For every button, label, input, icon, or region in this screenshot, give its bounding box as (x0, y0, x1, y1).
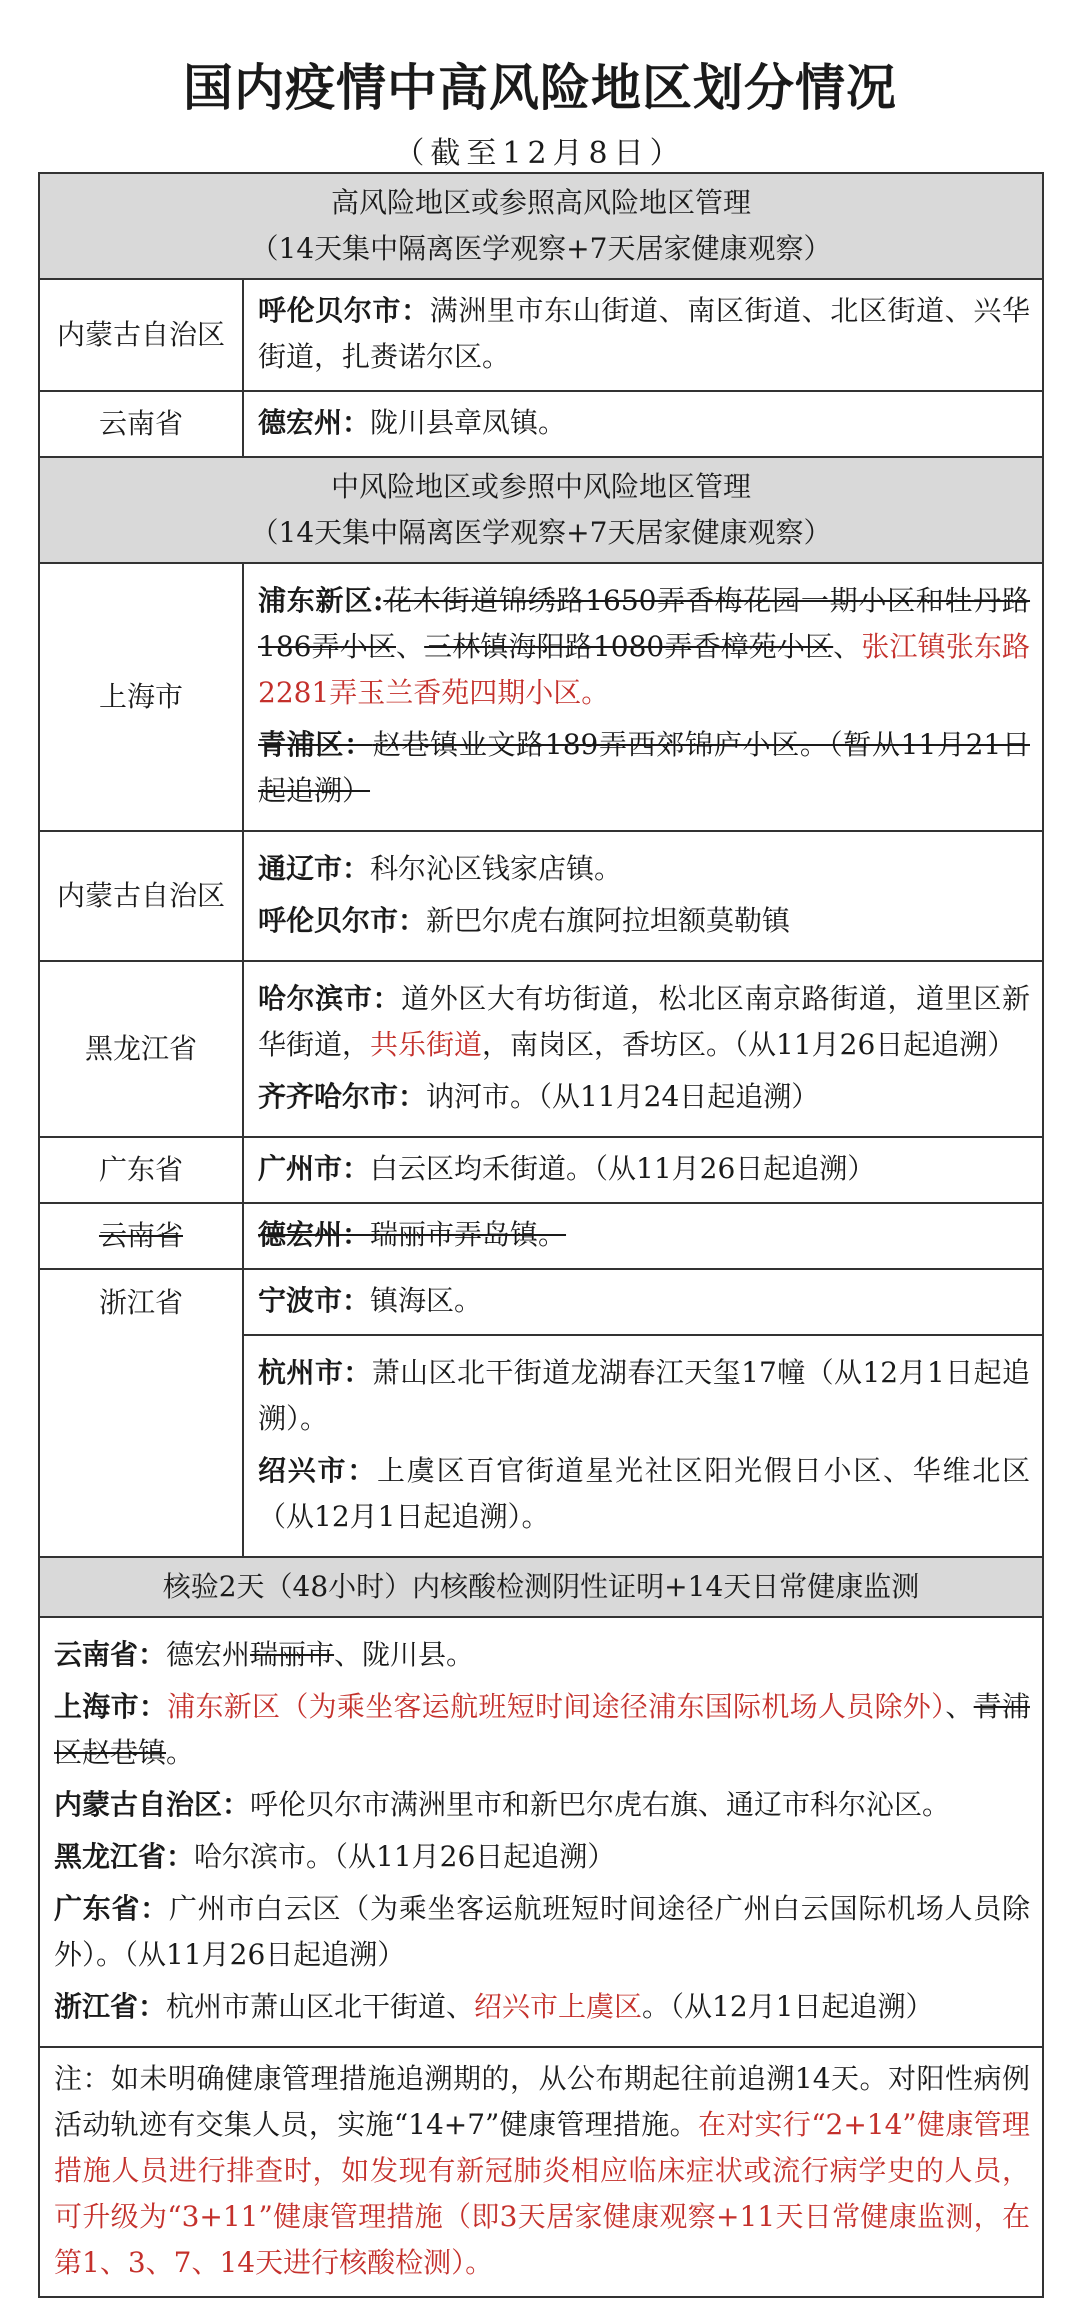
city-label: 浦东新区: (258, 584, 384, 617)
high-risk-header-title: 高风险地区或参照高风险地区管理 (331, 186, 752, 219)
city-label: 绍兴市： (258, 1454, 378, 1487)
area-text: 镇海区。 (370, 1284, 483, 1317)
province-label: 浙江省： (54, 1990, 167, 2023)
area-text: 杭州市萧山区北干街道、 (166, 1990, 475, 2023)
area-text: 、陇川县。 (334, 1638, 475, 1671)
region-cell: 内蒙古自治区 (39, 831, 243, 961)
separator-text: 。 (166, 1736, 195, 1769)
area-cell (243, 1137, 1043, 1203)
area-cell (243, 563, 1043, 831)
province-label: 黑龙江省： (54, 1840, 195, 1873)
removed-area-text: 瑞丽市弄岛镇。 (370, 1218, 567, 1251)
city-label: 哈尔滨市： (258, 982, 402, 1015)
city-label: 宁波市： (258, 1284, 371, 1317)
risk-area-table (38, 172, 1044, 2298)
table-row (39, 1137, 1043, 1203)
city-label: 杭州市： (258, 1356, 372, 1389)
table-row (39, 961, 1043, 1137)
area-cell (243, 831, 1043, 961)
removed-area-text: 瑞丽市 (250, 1638, 335, 1671)
test-areas-row (39, 1617, 1043, 2047)
high-risk-header-row (39, 173, 1043, 279)
new-area-text: 浦东新区（为乘坐客运航班短时间途径浦东国际机场人员除外） (167, 1690, 946, 1723)
city-label: 齐齐哈尔市： (258, 1080, 427, 1113)
province-label: 广东省： (54, 1892, 169, 1925)
area-cell (243, 1269, 1043, 1335)
area-cell (243, 1203, 1043, 1269)
city-label: 德宏州： (258, 1218, 371, 1251)
medium-risk-header-note: （14天集中隔离医学观察+7天居家健康观察） (250, 516, 832, 549)
area-text: 科尔沁区钱家店镇。 (370, 852, 623, 885)
region-cell: 上海市 (39, 563, 243, 831)
area-text: 新巴尔虎右旗阿拉坦额莫勒镇 (426, 904, 791, 937)
removed-area-text: 赵巷镇业文路189弄西郊锦庐小区。（暂从11月21日起追溯） (258, 728, 1030, 807)
new-area-text: 绍兴市上虞区 (474, 1990, 643, 2023)
test-requirement-header: 核验2天（48小时）内核酸检测阴性证明+14天日常健康监测 (39, 1557, 1043, 1617)
area-text: 白云区均禾街道。（从11月26日起追溯） (370, 1152, 876, 1185)
area-text: 哈尔滨市。（从11月26日起追溯） (194, 1840, 616, 1873)
area-text: 呼伦贝尔市满洲里市和新巴尔虎右旗、通辽市科尔沁区。 (250, 1788, 951, 1821)
city-label: 广州市： (258, 1152, 371, 1185)
medium-risk-header-title: 中风险地区或参照中风险地区管理 (331, 470, 752, 503)
area-paragraph (258, 898, 1030, 944)
area-text: 。（从12月1日起追溯） (642, 1990, 934, 2023)
removed-area-text: 青浦区赵巷镇 (54, 1690, 1030, 1769)
region-cell: 广东省 (39, 1137, 243, 1203)
table-row (39, 563, 1043, 831)
area-paragraph (258, 578, 1030, 716)
high-risk-header-note: （14天集中隔离医学观察+7天居家健康观察） (250, 232, 832, 265)
removed-area-text: 花木街道锦绣路1650弄香梅花园一期小区和牡丹路186弄小区 (258, 584, 1031, 663)
separator-text: 、 (396, 630, 425, 663)
separator-text: 、 (945, 1690, 974, 1723)
area-paragraph (258, 976, 1030, 1068)
table-row (39, 391, 1043, 457)
new-area-text: 共乐街道 (370, 1028, 483, 1061)
separator-text: 、 (833, 630, 862, 663)
region-cell: 云南省 (39, 1203, 243, 1269)
test-header-row (39, 1557, 1043, 1617)
province-label: 内蒙古自治区： (54, 1788, 251, 1821)
city-label: 呼伦贝尔市： (258, 294, 430, 327)
area-paragraph (258, 1448, 1030, 1540)
test-area-paragraph (54, 1782, 1030, 1828)
area-text: 上虞区百官街道星光社区阳光假日小区、华维北区（从12月1日起追溯）。 (258, 1454, 1030, 1533)
city-label: 青浦区： (258, 728, 373, 761)
region-cell: 黑龙江省 (39, 961, 243, 1137)
removed-area-text: 三林镇海阳路1080弄香樟苑小区 (424, 630, 834, 663)
test-area-paragraph (54, 1834, 1030, 1880)
note-highlight-text: 在对实行“2+14”健康管理措施人员进行排查时，如发现有新冠肺炎相应临床症状或流行病学史的人员，可升级为“3+11”健康管理措施（即3天居家健康观察+11天日常健康监测，在第1、3、7、14天进行核酸检测）。 (54, 2108, 1031, 2279)
province-label: 上海市： (54, 1690, 168, 1723)
area-text: 道外区大有坊街道，松北区南京路街道，道里区新华街道， (258, 982, 1030, 1061)
area-cell (243, 961, 1043, 1137)
table-row (39, 279, 1043, 391)
page-subtitle: （截至12月8日） (394, 136, 686, 171)
note-row (39, 2047, 1043, 2297)
test-areas-cell (39, 1617, 1043, 2047)
province-label: 云南省： (54, 1638, 167, 1671)
test-area-paragraph (54, 1984, 1030, 2030)
city-label: 通辽市： (258, 852, 371, 885)
area-text: 萧山区北干街道龙湖春江天玺17幢（从12月1日起追溯）。 (258, 1356, 1031, 1435)
table-row (39, 1203, 1043, 1269)
note-text: 注：如未明确健康管理措施追溯期的，从公布期起往前追溯14天。对阳性病例活动轨迹有交集人员，实施“14+7”健康管理措施。 (54, 2062, 1031, 2141)
area-paragraph (258, 1350, 1030, 1442)
area-text: 广州市白云区（为乘坐客运航班短时间途径广州白云国际机场人员除外）。（从11月26日起追溯） (54, 1892, 1031, 1971)
test-area-paragraph (54, 1886, 1030, 1978)
area-text: 满洲里市东山街道、南区街道、北区街道、兴华街道，扎赉诺尔区。 (258, 294, 1031, 373)
region-cell: 浙江省 (39, 1269, 243, 1557)
region-cell: 云南省 (39, 391, 243, 457)
city-label: 德宏州： (258, 406, 371, 439)
area-cell (243, 391, 1043, 457)
medium-risk-header-row (39, 457, 1043, 563)
new-area-text: 张江镇张东路2281弄玉兰香苑四期小区。 (258, 630, 1030, 709)
page-title: 国内疫情中高风险地区划分情况 (183, 59, 897, 117)
high-risk-header (39, 173, 1043, 279)
area-text: 讷河市。（从11月24日起追溯） (426, 1080, 820, 1113)
test-area-paragraph (54, 1684, 1030, 1776)
area-cell (243, 279, 1043, 391)
area-paragraph (258, 722, 1030, 814)
area-cell (243, 1335, 1043, 1557)
area-text: ，南岗区，香坊区。（从11月26日起追溯） (482, 1028, 1016, 1061)
test-area-paragraph (54, 1632, 1030, 1678)
table-row (39, 831, 1043, 961)
area-paragraph (258, 846, 1030, 892)
city-label: 呼伦贝尔市： (258, 904, 427, 937)
note-cell (39, 2047, 1043, 2297)
medium-risk-header (39, 457, 1043, 563)
area-paragraph (258, 1074, 1030, 1120)
area-text: 德宏州 (166, 1638, 251, 1671)
region-cell: 内蒙古自治区 (39, 279, 243, 391)
area-text: 陇川县章凤镇。 (370, 406, 567, 439)
table-row (39, 1269, 1043, 1335)
